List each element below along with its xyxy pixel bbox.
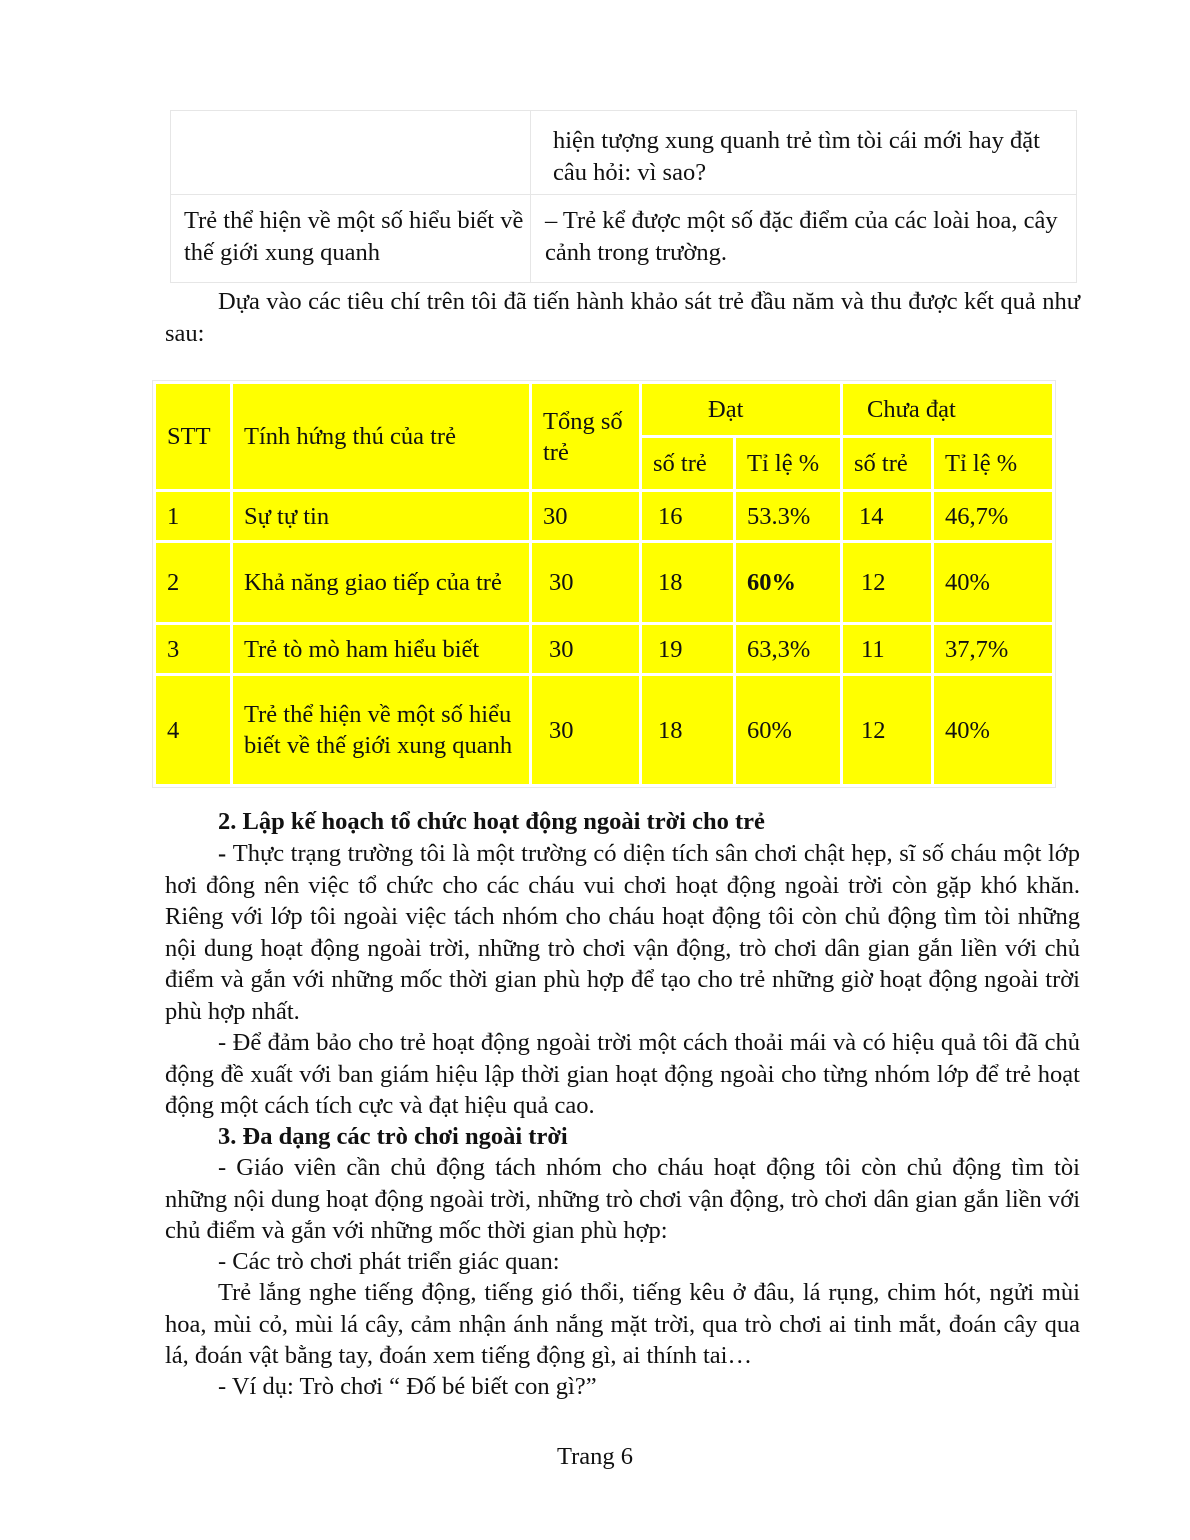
section2-paragraph-2	[165, 1027, 1080, 1122]
section3-heading: 3. Đa dạng các trò chơi ngoài trời	[218, 1123, 568, 1150]
cell-fail-count: 12	[843, 676, 931, 784]
cell-total: 30	[532, 676, 639, 784]
criteria-row	[171, 111, 1077, 195]
header-interest: Tính hứng thú của trẻ	[233, 384, 529, 489]
section2-heading: 2. Lập kế hoạch tổ chức hoạt động ngoài trời cho trẻ	[218, 808, 765, 835]
section3-p3-text: Trẻ lắng nghe tiếng động, tiếng gió thổi, tiếng kêu ở đâu, lá rụng, chim hót, ngửi mùi hoa, mùi cỏ, mùi lá cây, cảm nhận ánh nắng mặt trời, qua trò chơi ai tinh mắt, đoán cây qua lá, đoán vật bằng tay, đoán xem tiếng động gì, ai thính tai…	[165, 1279, 1080, 1369]
cell-criterion: Trẻ thể hiện về một số hiểu biết về thế giới xung quanh	[233, 676, 529, 784]
header-achieved: Đạt	[642, 384, 840, 435]
table-row	[156, 492, 1052, 540]
cell-stt: 2	[156, 543, 230, 622]
survey-table	[152, 380, 1056, 788]
cell-stt: 4	[156, 676, 230, 784]
cell-fail-count: 12	[843, 543, 931, 622]
header-fail-percent: Tỉ lệ %	[934, 438, 1052, 489]
table-row	[156, 543, 1052, 622]
criteria-description: hiện tượng xung quanh trẻ tìm tòi cái mới hay đặt câu hỏi: vì sao?	[553, 127, 1040, 186]
cell-fail-count: 14	[843, 492, 931, 540]
header-row	[156, 384, 1052, 435]
header-fail-count: số trẻ	[843, 438, 931, 489]
section2-p1-text: Thực trạng trường tôi là một trường có diện tích sân chơi chật hẹp, sĩ số cháu một lớp hơi đông nên việc tổ chức cho các cháu vui chơi hoạt động ngoài trời còn gặp khó khăn. Riêng với lớp tôi ngoài việc tách nhóm cho cháu hoạt động tôi còn chủ động tìm tòi những nội dung hoạt động ngoài trời, những trò chơi vận động, trò chơi dân gian gắn liền với chủ điểm và gắn với những mốc thời gian phù hợp để tạo cho trẻ những giờ hoạt động ngoài trời phù hợp nhất.	[165, 840, 1080, 1025]
table-row	[156, 625, 1052, 673]
table-row	[156, 676, 1052, 784]
cell-stt: 1	[156, 492, 230, 540]
cell-pass-count: 18	[642, 543, 733, 622]
cell-total: 30	[532, 625, 639, 673]
header-pass-count: số trẻ	[642, 438, 733, 489]
cell-pass-count: 19	[642, 625, 733, 673]
cell-fail-pct: 46,7%	[934, 492, 1052, 540]
section3-paragraph-4	[165, 1371, 1080, 1403]
section2-p2-text: - Để đảm bảo cho trẻ hoạt động ngoài trời một cách thoải mái và có hiệu quả tôi đã chủ động đề xuất với ban giám hiệu lập thời gian hoạt động ngoài cho từng nhóm lớp để trẻ hoạt động một cách tích cực và đạt hiệu quả cao.	[165, 1029, 1080, 1119]
criteria-row	[171, 195, 1077, 283]
cell-total: 30	[532, 492, 639, 540]
cell-fail-pct: 37,7%	[934, 625, 1052, 673]
cell-stt: 3	[156, 625, 230, 673]
criteria-cell	[531, 111, 1077, 195]
criteria-table	[170, 110, 1077, 283]
cell-pass-count: 18	[642, 676, 733, 784]
criteria-cell	[531, 195, 1077, 283]
header-stt: STT	[156, 384, 230, 489]
header-not-achieved: Chưa đạt	[843, 384, 1052, 435]
cell-pass-pct: 60%	[736, 676, 840, 784]
header-pass-percent: Tỉ lệ %	[736, 438, 840, 489]
page-number: Trang 6	[556, 1443, 633, 1470]
section3-p2-text: - Các trò chơi phát triển giác quan:	[218, 1248, 560, 1275]
section3-paragraph-1	[165, 1152, 1080, 1247]
section3-p1-text: - Giáo viên cần chủ động tách nhóm cho cháu hoạt động tôi còn chủ động tìm tòi những nội dung hoạt động ngoài trời, những trò chơi vận động, trò chơi dân gian gắn liền với chủ điểm và gắn với những mốc thời gian phù hợp:	[165, 1154, 1080, 1244]
criteria-cell	[171, 111, 531, 195]
cell-fail-pct: 40%	[934, 676, 1052, 784]
section2-p1-lead: -	[218, 840, 233, 867]
cell-pass-pct: 53.3%	[736, 492, 840, 540]
cell-criterion: Trẻ tò mò ham hiểu biết	[233, 625, 529, 673]
cell-criterion: Sự tự tin	[233, 492, 529, 540]
criteria-criterion: Trẻ thể hiện về một số hiểu biết về thế giới xung quanh	[184, 207, 524, 266]
criteria-cell	[171, 195, 531, 283]
cell-pass-pct: 60%	[736, 543, 840, 622]
cell-fail-pct: 40%	[934, 543, 1052, 622]
intro-text: Dựa vào các tiêu chí trên tôi đã tiến hành khảo sát trẻ đầu năm và thu được kết quả như sau:	[165, 288, 1080, 347]
cell-fail-count: 11	[843, 625, 931, 673]
section3-paragraph-3	[165, 1277, 1080, 1372]
section2-paragraph-1	[165, 838, 1080, 1027]
cell-criterion: Khả năng giao tiếp của trẻ	[233, 543, 529, 622]
header-total: Tổng số trẻ	[532, 384, 639, 489]
section3-p4-text: - Ví dụ: Trò chơi “ Đố bé biết con gì?”	[218, 1373, 597, 1400]
criteria-description: – Trẻ kể được một số đặc điểm của các loài hoa, cây cảnh trong trường.	[545, 207, 1058, 266]
section3-paragraph-2	[165, 1246, 1080, 1278]
intro-paragraph	[165, 286, 1080, 349]
cell-pass-count: 16	[642, 492, 733, 540]
cell-total: 30	[532, 543, 639, 622]
cell-pass-pct: 63,3%	[736, 625, 840, 673]
